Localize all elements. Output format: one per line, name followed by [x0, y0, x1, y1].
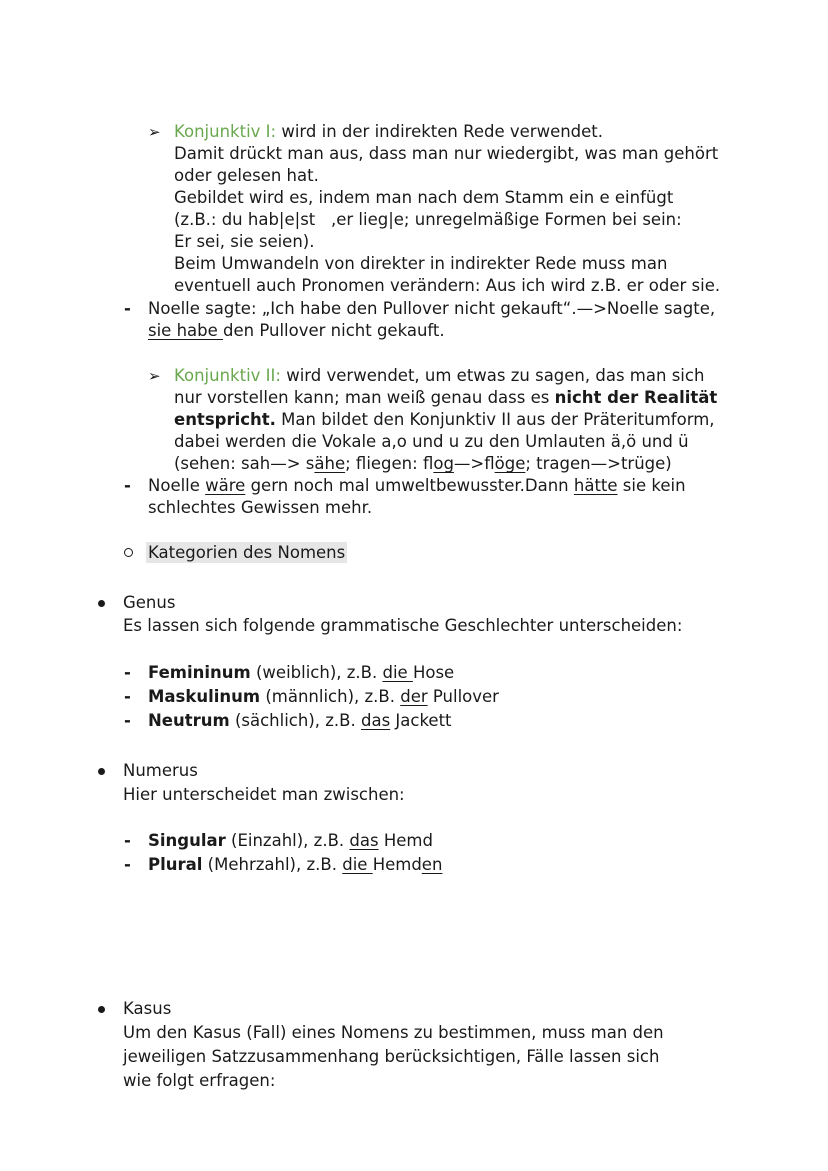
konjunktiv-1-example-2: sie habe den Pullover nicht gekauft.: [148, 321, 445, 340]
konjunktiv-1-line-8: eventuell auch Pronomen verändern: Aus ich wird z.B. er oder sie.: [174, 276, 721, 295]
genus-description: Es lassen sich folgende grammatische Geschlechter unterscheiden:: [123, 616, 683, 635]
dash-bullet-icon: -: [124, 299, 131, 318]
konjunktiv-1-example-1: Noelle sagte: „Ich habe den Pullover nicht gekauft“.—>Noelle sagte,: [148, 299, 716, 318]
konjunktiv-2-line-2: nur vorstellen kann; man weiß genau dass es nicht der Realität: [174, 388, 718, 407]
bullet-icon: [98, 600, 105, 607]
kasus-line-2: jeweiligen Satzzusammenhang berücksichtigen, Fälle lassen sich: [123, 1047, 660, 1066]
konjunktiv-1-line-5: (z.B.: du hab|e|st ,er lieg|e; unregelmäßige Formen bei sein:: [174, 210, 682, 229]
bullet-icon: [98, 768, 105, 775]
genus-title: Genus: [123, 593, 176, 612]
konjunktiv-1-label: Konjunktiv I:: [174, 122, 277, 141]
konjunktiv-2-label: Konjunktiv II:: [174, 366, 281, 385]
circle-bullet-icon: [124, 548, 133, 557]
konjunktiv-2-example-1: Noelle wäre gern noch mal umweltbewusster.Dann hätte sie kein: [148, 476, 686, 495]
konjunktiv-1-line-7: Beim Umwandeln von direkter in indirekter Rede muss man: [174, 254, 668, 273]
numerus-title: Numerus: [123, 761, 198, 780]
konjunktiv-2-example-2: schlechtes Gewissen mehr.: [148, 498, 373, 517]
numerus-description: Hier unterscheidet man zwischen:: [123, 785, 405, 804]
konjunktiv-1-line-3: oder gelesen hat.: [174, 166, 319, 185]
genus-item-femininum: Femininum (weiblich), z.B. die Hose: [148, 663, 455, 682]
arrow-bullet-icon: ➢: [148, 367, 161, 385]
konjunktiv-2-line-4: dabei werden die Vokale a,o und u zu den Umlauten ä,ö und ü: [174, 432, 689, 451]
konjunktiv-1-line-6: Er sei, sie seien).: [174, 232, 315, 251]
konjunktiv-1-line-1: Konjunktiv I: wird in der indirekten Rede verwendet.: [174, 122, 604, 141]
konjunktiv-2-line-3: entspricht. Man bildet den Konjunktiv II aus der Präteritumform,: [174, 410, 715, 429]
dash-bullet-icon: -: [124, 476, 131, 495]
dash-bullet-icon: -: [124, 855, 131, 874]
konjunktiv-1-line-2: Damit drückt man aus, dass man nur wiedergibt, was man gehört: [174, 144, 719, 163]
dash-bullet-icon: -: [124, 687, 131, 706]
konjunktiv-2-line-5: (sehen: sah—> sähe; fliegen: flog—>flöge; tragen—>trüge): [174, 454, 672, 473]
genus-item-maskulinum: Maskulinum (männlich), z.B. der Pullover: [148, 687, 499, 706]
dash-bullet-icon: -: [124, 831, 131, 850]
konjunktiv-1-line-4: Gebildet wird es, indem man nach dem Stamm ein e einfügt: [174, 188, 674, 207]
dash-bullet-icon: -: [124, 663, 131, 682]
kasus-line-3: wie folgt erfragen:: [123, 1071, 276, 1090]
dash-bullet-icon: -: [124, 711, 131, 730]
arrow-bullet-icon: ➢: [148, 123, 161, 141]
konjunktiv-2-line-1: Konjunktiv II: wird verwendet, um etwas zu sagen, das man sich: [174, 366, 705, 385]
kasus-title: Kasus: [123, 999, 172, 1018]
numerus-item-singular: Singular (Einzahl), z.B. das Hemd: [148, 831, 433, 850]
section-heading-kategorien: Kategorien des Nomens: [148, 543, 346, 562]
kasus-line-1: Um den Kasus (Fall) eines Nomens zu bestimmen, muss man den: [123, 1023, 664, 1042]
numerus-item-plural: Plural (Mehrzahl), z.B. die Hemden: [148, 855, 443, 874]
bullet-icon: [98, 1006, 105, 1013]
genus-item-neutrum: Neutrum (sächlich), z.B. das Jackett: [148, 711, 452, 730]
